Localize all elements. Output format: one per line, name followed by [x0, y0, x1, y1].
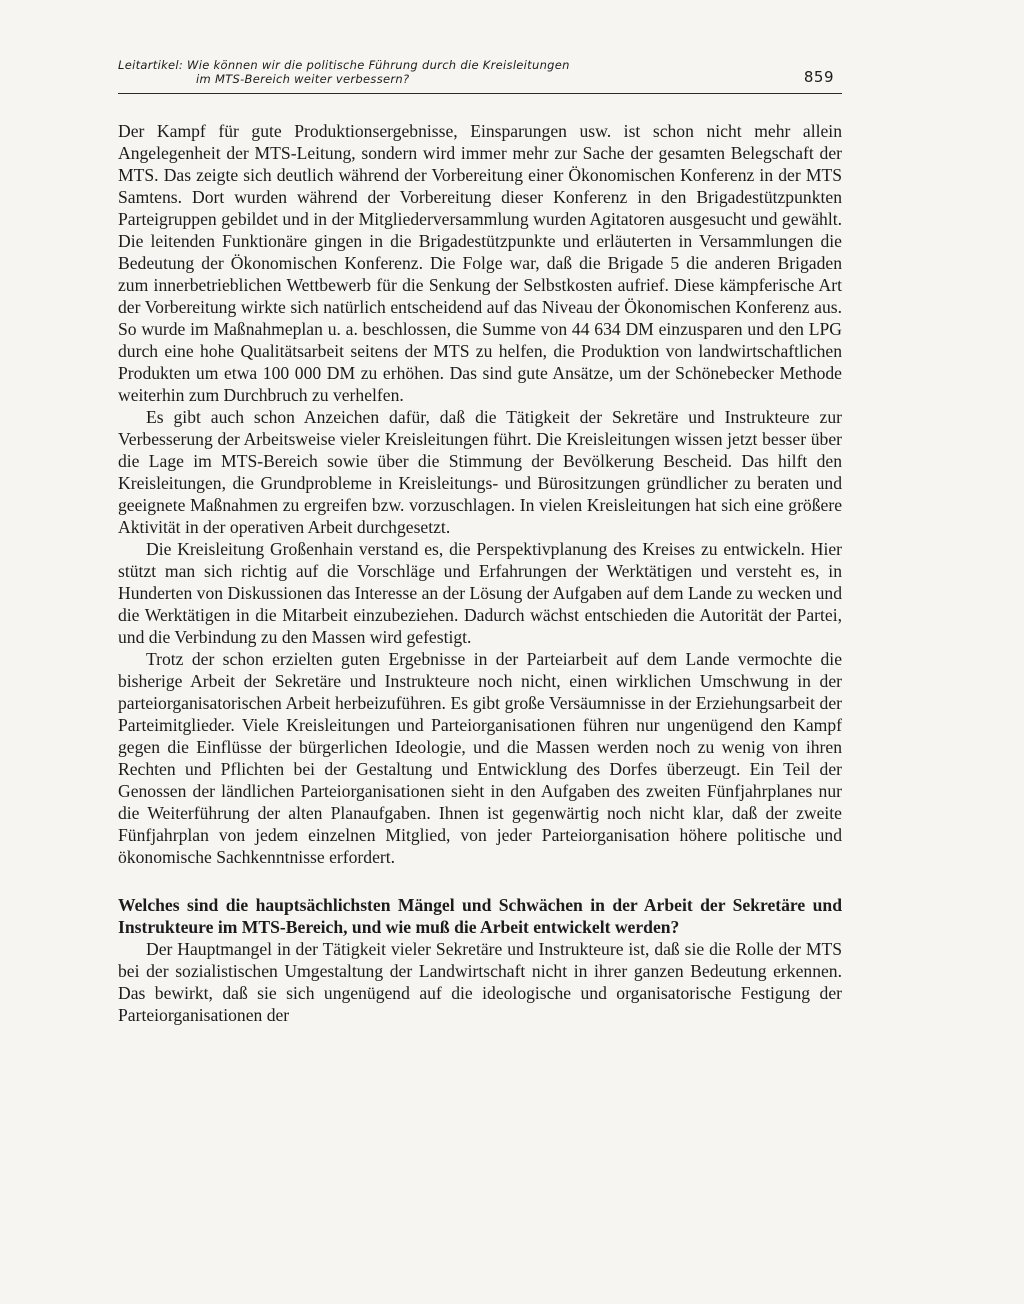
running-head	[118, 58, 842, 94]
page-number: 859	[803, 68, 834, 86]
paragraph-1: Der Kampf für gute Produktionsergebnisse, Einsparungen usw. ist schon nicht mehr allein Angelegenheit der MTS-Leitung, sondern wird immer mehr zur Sache der gesamten Belegschaft der MTS. Das zeigte sich deutlich während der Vorbereitung einer Ökonomischen Konferenz in der MTS Samtens. Dort wurden während der Vorbereitung dieser Konferenz in den Brigadestützpunkten Parteigruppen gebildet und in der Mitgliederversammlung wurden Agitatoren ausgesucht und gewählt. Die leitenden Funktionäre gingen in die Brigadestützpunkte und erläuterten in Versammlungen die Bedeutung der Ökonomischen Konferenz. Die Folge war, daß die Brigade 5 die anderen Brigaden zum innerbetrieblichen Wettbewerb für die Senkung der Selbstkosten aufrief. Diese kämpferische Art der Vorbereitung wirkte sich natürlich entscheidend auf das Niveau der Ökonomischen Konferenz aus. So wurde im Maßnahmeplan u. a. beschlossen, die Summe von 44 634 DM einzusparen und den LPG durch eine hohe Qualitätsarbeit seitens der MTS zu helfen, die Produktion von landwirtschaftlichen Produkten um etwa 100 000 DM zu erhöhen. Das sind gute Ansätze, um der Schönebecker Methode weiterhin zum Durchbruch zu verhelfen.	[118, 121, 842, 405]
document-page	[118, 58, 842, 1026]
paragraph-3: Die Kreisleitung Großenhain verstand es, die Perspektivplanung des Kreises zu entwickeln. Hier stützt man sich richtig auf die Vorschläge und Erfahrungen der Werktätigen und versteht es, in Hunderten von Diskussionen das Interesse an der Lösung der Aufgaben auf dem Lande zu wecken und die Werktätigen in die Mitarbeit einzubeziehen. Dadurch wächst entschieden die Autorität der Partei, und die Verbindung zu den Massen wird gefestigt.	[118, 539, 842, 647]
running-head-title-line-2: im MTS-Bereich weiter verbessern?	[196, 72, 410, 86]
paragraph-2: Es gibt auch schon Anzeichen dafür, daß die Tätigkeit der Sekretäre und Instrukteure zur Verbesserung der Arbeitsweise vieler Kreisleitungen führt. Die Kreisleitungen wissen jetzt besser über die Lage im MTS-Bereich sowie über die Stimmung der Bevölkerung Bescheid. Das hilft den Kreisleitungen, die Grundprobleme in Kreisleitungs- und Bürositzungen gründlicher zu beraten und geeignete Maßnahmen zu ergreifen bzw. vorzuschlagen. In vielen Kreisleitungen hat sich eine größere Aktivität in der operativen Arbeit durchgesetzt.	[118, 407, 842, 537]
body-text	[118, 120, 842, 868]
section-paragraph: Der Hauptmangel in der Tätigkeit vieler Sekretäre und Instrukteure ist, daß sie die Rolle der MTS bei der sozialistischen Umgestaltung der Landwirtschaft nicht in ihrer ganzen Bedeutung erkennen. Das bewirkt, daß sie sich ungenügend auf die ideologische und organisatorische Festigung der Parteiorganisationen der	[118, 939, 842, 1025]
running-head-title-line-1: Leitartikel: Wie können wir die politische Führung durch die Kreisleitungen	[118, 58, 570, 72]
section-heading: Welches sind die hauptsächlichsten Mängel und Schwächen in der Arbeit der Sekretäre und Instrukteure im MTS-Bereich, und wie muß die Arbeit entwickelt werden?	[118, 895, 842, 937]
paragraph-4: Trotz der schon erzielten guten Ergebnisse in der Parteiarbeit auf dem Lande vermochte die bisherige Arbeit der Sekretäre und Instrukteure noch nicht, einen wirklichen Umschwung in der parteiorganisatorischen Arbeit herbeizuführen. Es gibt große Versäumnisse in der Erziehungsarbeit der Parteimitglieder. Viele Kreisleitungen und Parteiorganisationen führen nur ungenügend den Kampf gegen die Einflüsse der bürgerlichen Ideologie, und die Massen werden noch zu wenig von ihren Rechten und Pflichten bei der Gestaltung und Entwicklung des Dorfes überzeugt. Ein Teil der Genossen der ländlichen Parteiorganisationen sieht in den Aufgaben des zweiten Fünfjahrplanes nur die Weiterführung der alten Planaufgaben. Ihnen ist gegenwärtig noch nicht klar, daß der zweite Fünfjahrplan von jedem einzelnen Mitglied, von jeder Parteiorganisation höhere politische und ökonomische Sachkenntnisse erfordert.	[118, 649, 842, 867]
section-body	[118, 938, 842, 1026]
